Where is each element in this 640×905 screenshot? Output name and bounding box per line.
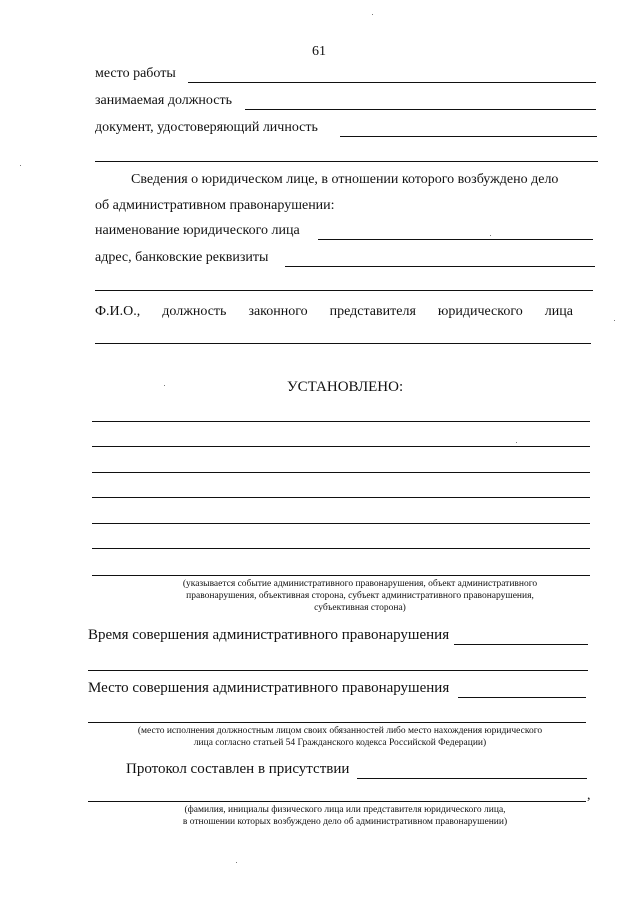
- place-line-2[interactable]: [88, 722, 586, 723]
- established-hint-3: субъективная сторона): [314, 603, 406, 613]
- rep-word-fio: Ф.И.О.,: [95, 304, 141, 319]
- rep-word-juridical: юридического: [437, 304, 523, 319]
- rep-word-legal: законного: [248, 304, 308, 319]
- established-hint-1: (указывается событие административного правонарушения, объект административного: [182, 579, 538, 589]
- protocol-label: Протокол составлен в присутствии: [126, 761, 350, 777]
- entity-name-label: наименование юридического лица: [95, 223, 300, 238]
- established-hint-2: правонарушения, объективная сторона, субъект административного правонарушения,: [186, 591, 534, 601]
- scan-speck: [516, 442, 517, 443]
- protocol-hint-1: (фамилия, инициалы физического лица или представителя юридического лица,: [184, 805, 506, 815]
- established-line-4[interactable]: [92, 497, 590, 498]
- place-label: Место совершения административного правонарушения: [88, 680, 450, 696]
- scan-speck: [490, 235, 491, 236]
- place-hint: [95, 725, 585, 749]
- established-line-5[interactable]: [92, 523, 590, 524]
- scan-speck: [372, 14, 373, 15]
- protocol-comma: ,: [587, 788, 591, 803]
- workplace-line[interactable]: [188, 82, 596, 83]
- time-line[interactable]: [454, 644, 588, 645]
- scan-speck: [164, 385, 165, 386]
- rep-word-representative: представителя: [329, 304, 416, 319]
- protocol-hint-2: в отношении которых возбуждено дело об административном правонарушении): [182, 817, 508, 827]
- id-document-line-2[interactable]: [95, 161, 598, 162]
- time-line-2[interactable]: [88, 670, 588, 671]
- legal-entity-heading-1: Сведения о юридическом лице, в отношении которого возбуждено дело: [131, 172, 559, 187]
- representative-line[interactable]: [95, 343, 591, 344]
- established-hint: [140, 578, 580, 614]
- entity-address-line[interactable]: [285, 266, 595, 267]
- scan-speck: [236, 862, 237, 863]
- entity-address-label: адрес, банковские реквизиты: [95, 250, 269, 265]
- id-document-line[interactable]: [340, 136, 597, 137]
- page-number: 61: [312, 44, 326, 59]
- established-title: УСТАНОВЛЕНО:: [287, 379, 404, 395]
- entity-address-line-2[interactable]: [95, 290, 593, 291]
- place-line[interactable]: [458, 697, 586, 698]
- rep-word-position: должность: [162, 304, 227, 319]
- protocol-line[interactable]: [357, 778, 587, 779]
- established-line-2[interactable]: [92, 446, 590, 447]
- time-label: Время совершения административного правонарушения: [88, 627, 450, 643]
- established-line-1[interactable]: [92, 421, 590, 422]
- place-hint-1: (место исполнения должностным лицом своих обязанностей либо место нахождения юридического: [137, 726, 543, 736]
- id-document-label: документ, удостоверяющий личность: [95, 120, 318, 135]
- established-line-7[interactable]: [92, 575, 590, 576]
- scan-speck: [20, 165, 21, 166]
- protocol-line-2[interactable]: [88, 801, 586, 802]
- protocol-hint: [115, 804, 575, 828]
- workplace-label: место работы: [95, 66, 176, 81]
- scan-speck: [614, 320, 615, 321]
- rep-word-entity: лица: [544, 304, 573, 319]
- position-line[interactable]: [245, 109, 596, 110]
- entity-name-line[interactable]: [318, 239, 593, 240]
- place-hint-2: лица согласно статьей 54 Гражданского кодекса Российской Федерации): [193, 738, 487, 748]
- representative-label: [95, 304, 573, 320]
- legal-entity-heading-2: об административном правонарушении:: [95, 198, 335, 213]
- established-line-6[interactable]: [92, 548, 590, 549]
- established-line-3[interactable]: [92, 472, 590, 473]
- position-label: занимаемая должность: [95, 93, 232, 108]
